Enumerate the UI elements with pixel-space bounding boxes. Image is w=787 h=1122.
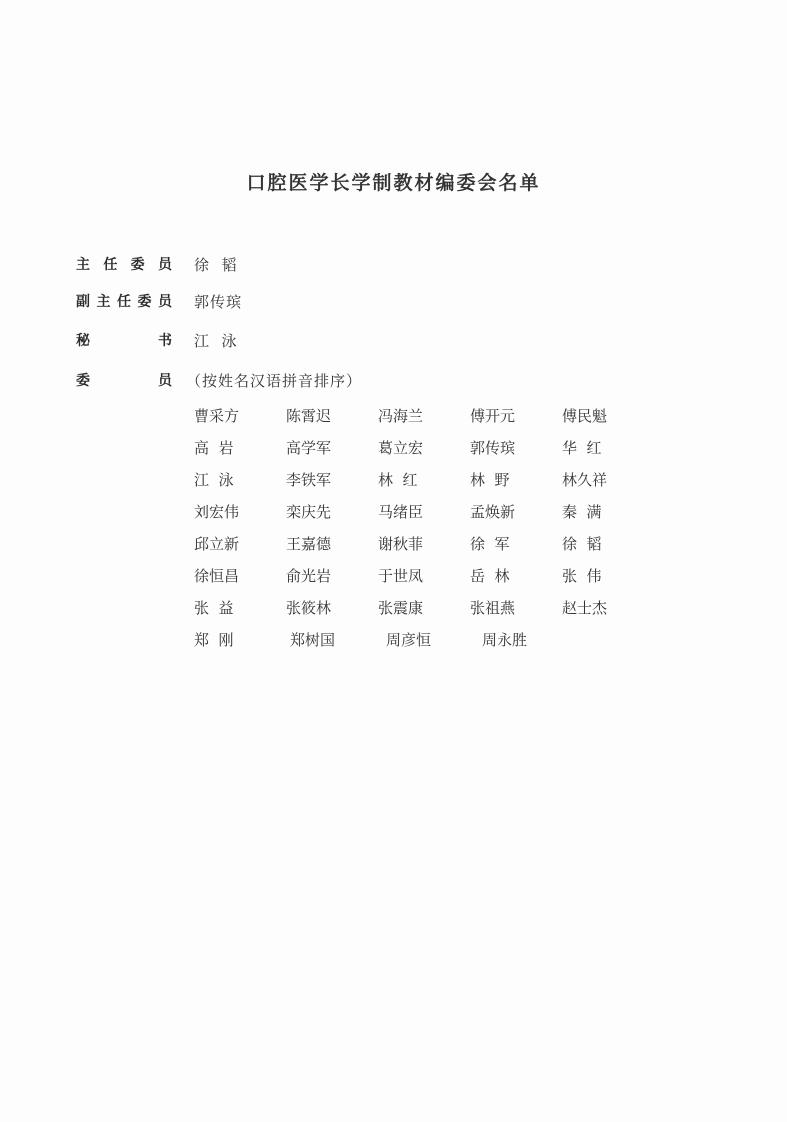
member-name: 徐恒昌: [194, 567, 240, 585]
page-title: 口腔医学长学制教材编委会名单: [246, 172, 541, 194]
member-row: [194, 564, 654, 596]
member-name: 郭传瑸: [470, 439, 516, 457]
member-row: [194, 532, 654, 564]
member-name: 葛立宏: [378, 439, 424, 457]
member-name: 郑树国: [290, 631, 336, 649]
role-label: 副 主 任 委 员: [76, 294, 172, 310]
member-name: 林 野: [470, 471, 510, 489]
member-row: [194, 596, 654, 628]
role-members: [76, 368, 362, 392]
member-name: 江 泳: [194, 471, 234, 489]
member-name: 林 红: [378, 471, 418, 489]
role-label: 主 任 委 员: [76, 257, 172, 273]
member-name: 于世凤: [378, 567, 424, 585]
member-name: 高 岩: [194, 439, 234, 457]
member-row: [194, 628, 654, 660]
member-name: 秦 满: [562, 503, 602, 521]
member-name: 岳 林: [470, 567, 510, 585]
member-list: [194, 404, 654, 660]
member-name: 马绪臣: [378, 503, 424, 521]
member-row: [194, 404, 654, 436]
member-name: 李铁军: [286, 471, 332, 489]
member-name: 张 伟: [562, 567, 602, 585]
member-name: 邱立新: [194, 535, 240, 553]
role-note: （按姓名汉语拼音排序）: [186, 371, 363, 390]
member-name: 张筱林: [286, 599, 332, 617]
member-name: 林久祥: [562, 471, 608, 489]
member-name: 张震康: [378, 599, 424, 617]
role-secretary: [76, 328, 238, 352]
member-name: 郑 刚: [194, 631, 234, 649]
member-name: 高学军: [286, 439, 332, 457]
member-name: 华 红: [562, 439, 602, 457]
member-name: 谢秋菲: [378, 535, 424, 553]
role-chair: [76, 252, 238, 276]
member-name: 徐 军: [470, 535, 510, 553]
role-label: 委 员: [76, 373, 172, 389]
member-name: 刘宏伟: [194, 503, 240, 521]
role-label: 秘 书: [76, 333, 172, 349]
member-row: [194, 436, 654, 468]
role-vice-chair: [76, 289, 242, 313]
member-name: 张 益: [194, 599, 234, 617]
member-name: 王嘉德: [286, 535, 332, 553]
member-name: 曹采方: [194, 407, 240, 425]
member-name: 周永胜: [482, 631, 528, 649]
member-name: 周彦恒: [386, 631, 432, 649]
member-name: 张祖燕: [470, 599, 516, 617]
member-name: 傅开元: [470, 407, 516, 425]
member-name: 赵士杰: [562, 599, 608, 617]
member-row: [194, 468, 654, 500]
member-name: 徐 韬: [562, 535, 602, 553]
member-name: 傅民魁: [562, 407, 608, 425]
member-row: [194, 500, 654, 532]
member-name: 孟焕新: [470, 503, 516, 521]
member-name: 栾庆先: [286, 503, 332, 521]
member-name: 冯海兰: [378, 407, 424, 425]
member-name: 陈霄迟: [286, 407, 332, 425]
role-value: 徐 韬: [194, 255, 238, 274]
role-value: 郭传瑸: [194, 292, 243, 311]
role-value: 江 泳: [194, 331, 238, 350]
member-name: 俞光岩: [286, 567, 332, 585]
